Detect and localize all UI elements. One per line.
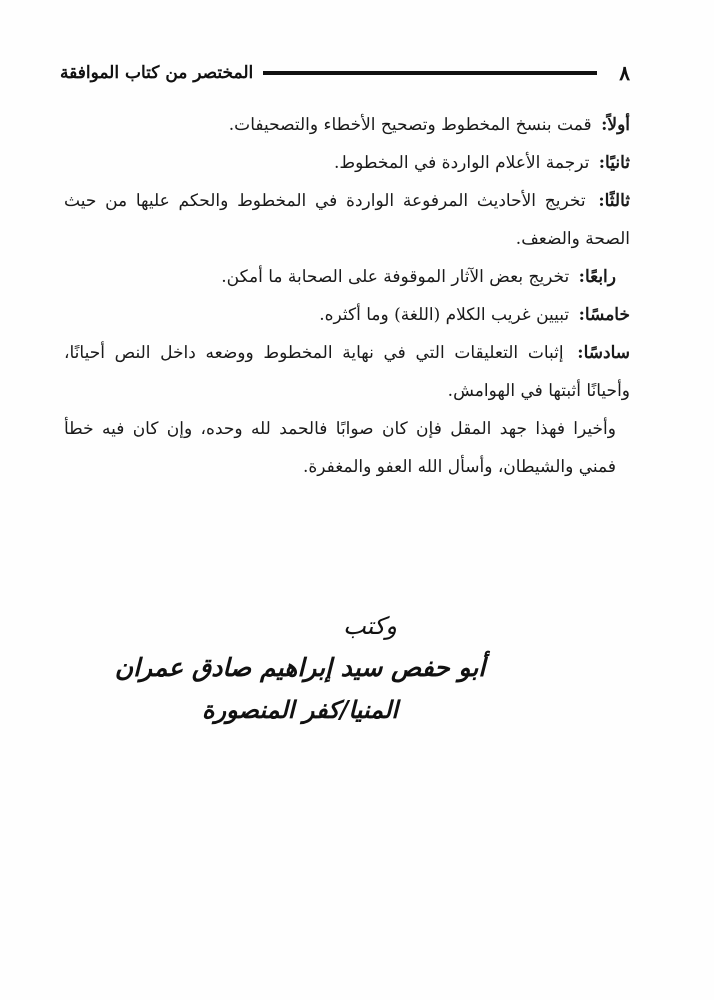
item-text: إثبات التعليقات التي في نهاية المخطوط ووضعه داخل النص أحيانًا، وأحيانًا أثبتها في الهوامش. <box>64 343 630 401</box>
list-item-sixth <box>64 334 630 410</box>
list-item-first <box>64 106 630 144</box>
item-label: خامسًا: <box>578 305 630 325</box>
page-number: ٨ <box>619 61 630 85</box>
closing-paragraph: وأخيرا فهذا جهد المقل فإن كان صوابًا فالحمد لله وحده، وإن كان فيه خطأ فمني والشيطان، وأسأل الله العفو والمغفرة. <box>64 419 616 477</box>
signature-block <box>80 605 520 731</box>
author-location: المنيا/كفر المنصورة <box>201 695 399 724</box>
item-label: أولاً: <box>601 115 630 135</box>
item-text: تخريج بعض الآثار الموقوفة على الصحابة ما أمكن. <box>221 267 570 287</box>
running-header <box>60 58 630 88</box>
item-text: تبيين غريب الكلام (اللغة) وما أكثره. <box>319 305 570 325</box>
list-item-second <box>64 144 630 182</box>
body-text <box>64 106 630 486</box>
item-label: سادسًا: <box>577 343 630 363</box>
item-text: تخريج الأحاديث المرفوعة الواردة في المخطوط والحكم عليها من حيث الصحة والضعف. <box>64 191 630 249</box>
list-item-fourth <box>64 258 630 296</box>
book-title: المختصر من كتاب الموافقة <box>60 63 254 83</box>
list-item-fifth <box>64 296 630 334</box>
list-item-third <box>64 182 630 258</box>
header-rule <box>263 71 597 75</box>
item-text: ترجمة الأعلام الواردة في المخطوط. <box>334 153 590 173</box>
item-text: قمت بنسخ المخطوط وتصحيح الأخطاء والتصحيفات. <box>228 115 592 135</box>
item-label: ثالثًا: <box>598 191 631 211</box>
author-name: أبو حفص سيد إبراهيم صادق عمران <box>114 653 486 682</box>
signature-closing: وكتب <box>343 612 397 640</box>
item-label: ثانيًا: <box>598 153 630 173</box>
item-label: رابعًا: <box>578 267 616 287</box>
